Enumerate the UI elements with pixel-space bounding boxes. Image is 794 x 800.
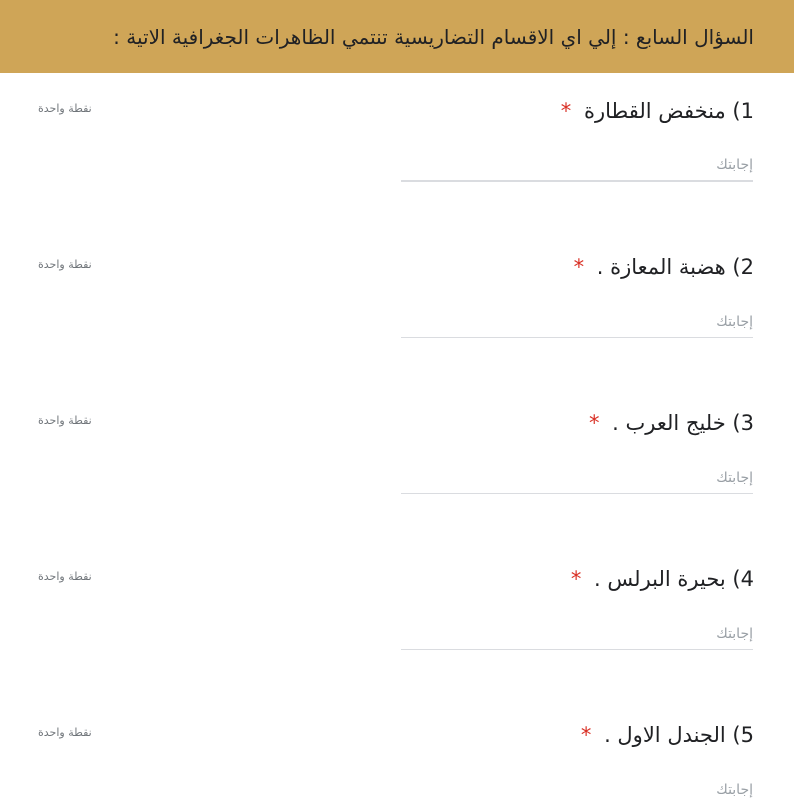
question-card [0, 252, 794, 382]
question-number: 2) [732, 255, 754, 279]
required-asterisk: * [588, 411, 600, 435]
question-label: الجندل الاول . [604, 723, 726, 747]
answer-input[interactable] [401, 774, 753, 800]
points-label: نقطة واحدة [38, 102, 92, 115]
question-label: بحيرة البرلس . [594, 567, 726, 591]
answer-input[interactable] [401, 150, 753, 182]
section-title: السؤال السابع : إلي اي الاقسام التضاريسية تنتمي الظاهرات الجغرافية الاتية : [113, 24, 754, 49]
question-title [561, 96, 754, 126]
question-title [574, 252, 754, 282]
answer-input[interactable] [401, 462, 753, 494]
question-card [0, 96, 794, 226]
required-asterisk: * [580, 723, 592, 747]
question-card [0, 564, 794, 694]
points-label: نقطة واحدة [38, 414, 92, 427]
question-label: هضبة المعازة . [596, 255, 726, 279]
points-label: نقطة واحدة [38, 258, 92, 271]
question-title [571, 564, 754, 594]
required-asterisk: * [570, 567, 582, 591]
required-asterisk: * [573, 255, 585, 279]
question-title [581, 720, 754, 750]
points-label: نقطة واحدة [38, 570, 92, 583]
points-label: نقطة واحدة [38, 726, 92, 739]
section-header [0, 0, 794, 73]
answer-input[interactable] [401, 306, 753, 338]
question-label: منخفض القطارة [583, 99, 726, 123]
question-label: خليج العرب . [612, 411, 726, 435]
question-title [589, 408, 754, 438]
question-card [0, 720, 794, 800]
question-number: 5) [732, 723, 754, 747]
answer-input[interactable] [401, 618, 753, 650]
question-number: 4) [732, 567, 754, 591]
required-asterisk: * [560, 99, 572, 123]
question-number: 1) [732, 99, 754, 123]
question-card [0, 408, 794, 538]
question-number: 3) [732, 411, 754, 435]
